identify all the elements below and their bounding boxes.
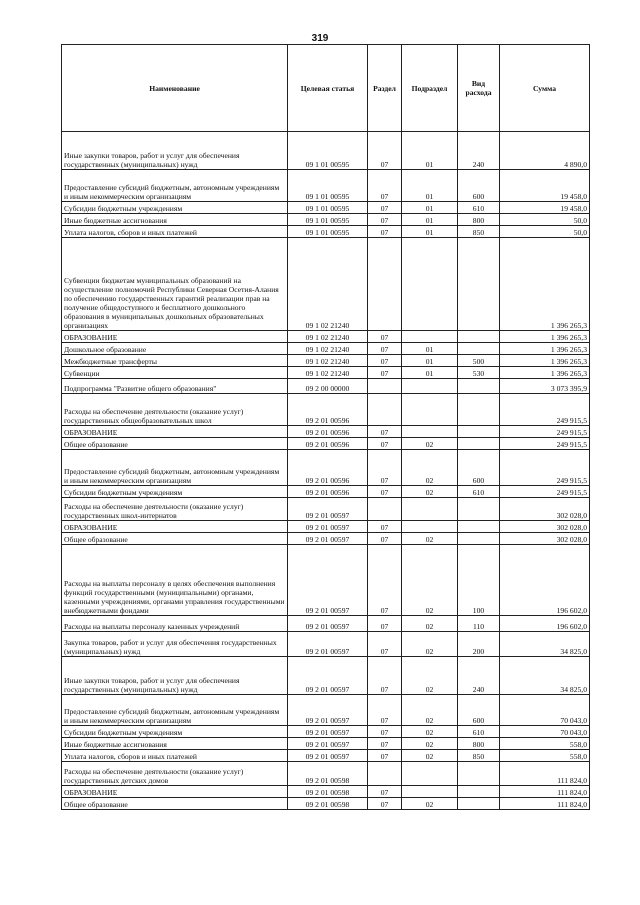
row-name: Расходы на выплаты персоналу в целях обеспечения выполнения функций государственными (муниципальными) органами, казенными учреждениями, органами управления государственными внебюджетными фондами [62,545,288,616]
row-name: Субсидии бюджетным учреждениям [62,726,288,738]
row-target: 09 1 02 21240 [288,238,368,331]
row-amount: 3 073 395,9 [500,379,590,394]
row-name: Предоставление субсидий бюджетным, автономным учреждениям и иным некоммерческим организациям [62,450,288,486]
row-amount: 249 915,5 [500,450,590,486]
header-subsection: Подраздел [402,45,458,132]
row-section: 07 [368,214,402,226]
row-section: 07 [368,521,402,533]
row-amount: 34 825,0 [500,632,590,657]
row-subsection: 02 [402,545,458,616]
row-target: 09 2 01 00597 [288,695,368,726]
row-section [368,238,402,331]
row-target: 09 2 00 00000 [288,379,368,394]
row-target: 09 2 01 00597 [288,738,368,750]
row-name: ОБРАЗОВАНИЕ [62,521,288,533]
row-target: 09 2 01 00597 [288,657,368,695]
row-name: Уплата налогов, сборов и иных платежей [62,750,288,762]
row-amount: 1 396 265,3 [500,343,590,355]
row-section: 07 [368,367,402,379]
row-subsection: 02 [402,750,458,762]
row-amount: 19 458,0 [500,170,590,202]
row-subsection: 01 [402,355,458,367]
table-row [62,798,590,810]
row-subsection [402,379,458,394]
row-exp-type: 800 [458,214,500,226]
row-exp-type: 100 [458,545,500,616]
row-target: 09 2 01 00596 [288,486,368,498]
row-amount: 1 396 265,3 [500,367,590,379]
row-target: 09 2 01 00596 [288,394,368,426]
row-target: 09 2 01 00597 [288,616,368,632]
row-amount: 558,0 [500,738,590,750]
row-name: Уплата налогов, сборов и иных платежей [62,226,288,238]
row-subsection: 01 [402,214,458,226]
row-subsection [402,786,458,798]
row-name: Иные бюджетные ассигнования [62,214,288,226]
row-amount: 1 396 265,3 [500,355,590,367]
table-row [62,394,590,426]
row-exp-type [458,238,500,331]
row-exp-type [458,426,500,438]
row-name: ОБРАЗОВАНИЕ [62,426,288,438]
row-amount: 70 043,0 [500,726,590,738]
row-target: 09 2 01 00598 [288,762,368,786]
row-name: Расходы на обеспечение деятельности (оказание услуг) государственных школ-интернатов [62,498,288,521]
row-exp-type: 850 [458,750,500,762]
table-row [62,438,590,450]
row-exp-type: 240 [458,132,500,170]
row-target: 09 1 01 00595 [288,226,368,238]
row-amount: 50,0 [500,214,590,226]
row-target: 09 1 01 00595 [288,214,368,226]
row-subsection: 02 [402,738,458,750]
row-subsection: 02 [402,486,458,498]
row-subsection: 02 [402,533,458,545]
row-exp-type [458,343,500,355]
row-subsection [402,762,458,786]
row-name: Субвенции бюджетам муниципальных образований на осуществление полномочий Республики Северная Осетия-Алания по обеспечению государственных гарантий реализации прав на получение общедоступного и бесплатного дошкольного образования в муниципальных дошкольных образовательных организациях [62,238,288,331]
budget-table [61,44,590,810]
row-amount: 111 824,0 [500,798,590,810]
row-exp-type: 850 [458,226,500,238]
row-exp-type: 600 [458,695,500,726]
table-row [62,521,590,533]
row-section: 07 [368,450,402,486]
row-name: Предоставление субсидий бюджетным, автономным учреждениям и иным некоммерческим организациям [62,695,288,726]
row-amount: 249 915,5 [500,394,590,426]
row-name: Расходы на обеспечение деятельности (оказание услуг) государственных общеобразовательных школ [62,394,288,426]
row-section: 07 [368,343,402,355]
row-amount: 249 915,5 [500,486,590,498]
row-amount: 249 915,5 [500,426,590,438]
header-target: Целевая статья [288,45,368,132]
row-target: 09 1 01 00595 [288,170,368,202]
row-exp-type [458,798,500,810]
row-section: 07 [368,657,402,695]
row-subsection [402,331,458,343]
row-exp-type: 600 [458,170,500,202]
row-name: ОБРАЗОВАНИЕ [62,786,288,798]
row-amount: 302 028,0 [500,498,590,521]
row-subsection: 01 [402,226,458,238]
row-exp-type [458,438,500,450]
row-name: Субсидии бюджетным учреждениям [62,486,288,498]
row-section: 07 [368,355,402,367]
row-exp-type: 110 [458,616,500,632]
row-target: 09 2 01 00597 [288,750,368,762]
table-row [62,632,590,657]
row-name: Иные закупки товаров, работ и услуг для обеспечения государственных (муниципальных) нужд [62,657,288,695]
table-row [62,498,590,521]
row-subsection: 01 [402,367,458,379]
table-row [62,786,590,798]
table-row [62,762,590,786]
row-section: 07 [368,533,402,545]
row-section: 07 [368,426,402,438]
row-subsection: 01 [402,202,458,214]
row-target: 09 2 01 00596 [288,450,368,486]
row-amount: 558,0 [500,750,590,762]
row-exp-type: 610 [458,726,500,738]
row-section: 07 [368,786,402,798]
table-row [62,202,590,214]
row-exp-type: 240 [458,657,500,695]
table-body [62,132,590,810]
row-subsection: 02 [402,695,458,726]
table-row [62,331,590,343]
row-section: 07 [368,170,402,202]
row-name: Общее образование [62,798,288,810]
row-amount: 70 043,0 [500,695,590,726]
row-target: 09 1 02 21240 [288,367,368,379]
row-target: 09 2 01 00597 [288,545,368,616]
row-exp-type [458,379,500,394]
row-section: 07 [368,486,402,498]
row-exp-type [458,331,500,343]
row-subsection: 02 [402,632,458,657]
row-section: 07 [368,695,402,726]
row-target: 09 2 01 00596 [288,426,368,438]
row-exp-type: 600 [458,450,500,486]
header-exp-type: Вид расхода [458,45,500,132]
row-name: Иные закупки товаров, работ и услуг для обеспечения государственных (муниципальных) нужд [62,132,288,170]
row-section: 07 [368,726,402,738]
row-target: 09 2 01 00597 [288,533,368,545]
table-row [62,450,590,486]
row-section: 07 [368,632,402,657]
row-amount: 4 890,0 [500,132,590,170]
row-name: Дошкольное образование [62,343,288,355]
row-target: 09 2 01 00597 [288,498,368,521]
row-exp-type [458,521,500,533]
table-row [62,379,590,394]
row-name: Межбюджетные трансферты [62,355,288,367]
row-section: 07 [368,798,402,810]
row-subsection [402,426,458,438]
table-row [62,750,590,762]
row-exp-type: 530 [458,367,500,379]
header-section: Раздел [368,45,402,132]
table-row [62,132,590,170]
row-exp-type: 610 [458,486,500,498]
table-row [62,170,590,202]
row-name: Закупка товаров, работ и услуг для обеспечения государственных (муниципальных) нужд [62,632,288,657]
row-exp-type [458,786,500,798]
row-subsection: 01 [402,343,458,355]
table-row [62,355,590,367]
row-subsection: 02 [402,657,458,695]
row-target: 09 2 01 00596 [288,438,368,450]
table-row [62,533,590,545]
header-amount: Сумма [500,45,590,132]
row-section [368,498,402,521]
row-target: 09 1 02 21240 [288,343,368,355]
row-exp-type: 610 [458,202,500,214]
row-target: 09 2 01 00597 [288,632,368,657]
row-section: 07 [368,438,402,450]
row-name: Субвенции [62,367,288,379]
row-amount: 34 825,0 [500,657,590,695]
row-exp-type: 800 [458,738,500,750]
row-target: 09 1 01 00595 [288,132,368,170]
row-exp-type: 200 [458,632,500,657]
row-section: 07 [368,738,402,750]
row-exp-type: 500 [458,355,500,367]
row-section: 07 [368,616,402,632]
table-row [62,238,590,331]
header-name: Наименование [62,45,288,132]
row-amount: 50,0 [500,226,590,238]
row-target: 09 1 02 21240 [288,331,368,343]
row-amount: 111 824,0 [500,786,590,798]
row-section: 07 [368,132,402,170]
row-exp-type [458,498,500,521]
row-name: Иные бюджетные ассигнования [62,738,288,750]
table-row [62,226,590,238]
table-row [62,545,590,616]
row-name: Подпрограмма "Развитие общего образования" [62,379,288,394]
row-target: 09 2 01 00597 [288,726,368,738]
table-header-row [62,45,590,132]
row-section: 07 [368,226,402,238]
row-target: 09 1 02 21240 [288,355,368,367]
row-section [368,762,402,786]
row-name: Предоставление субсидий бюджетным, автономным учреждениям и иным некоммерческим организациям [62,170,288,202]
table-row [62,726,590,738]
row-amount: 1 396 265,3 [500,238,590,331]
row-section: 07 [368,331,402,343]
row-name: Расходы на выплаты персоналу казенных учреждений [62,616,288,632]
page-number: 319 [311,33,329,44]
row-amount: 302 028,0 [500,533,590,545]
row-amount: 19 458,0 [500,202,590,214]
row-amount: 196 602,0 [500,616,590,632]
row-subsection [402,521,458,533]
row-subsection: 02 [402,726,458,738]
row-target: 09 2 01 00598 [288,798,368,810]
row-name: Общее образование [62,438,288,450]
table-row [62,657,590,695]
row-subsection: 01 [402,132,458,170]
row-target: 09 1 01 00595 [288,202,368,214]
row-exp-type [458,394,500,426]
row-subsection: 02 [402,450,458,486]
row-section [368,379,402,394]
row-section: 07 [368,750,402,762]
row-subsection: 02 [402,438,458,450]
row-target: 09 2 01 00598 [288,786,368,798]
row-amount: 111 824,0 [500,762,590,786]
row-amount: 249 915,5 [500,438,590,450]
row-amount: 302 028,0 [500,521,590,533]
row-name: ОБРАЗОВАНИЕ [62,331,288,343]
row-subsection: 02 [402,798,458,810]
row-subsection: 02 [402,616,458,632]
row-section [368,394,402,426]
table-row [62,616,590,632]
row-name: Общее образование [62,533,288,545]
row-target: 09 2 01 00597 [288,521,368,533]
table-row [62,214,590,226]
row-subsection [402,498,458,521]
row-name: Субсидии бюджетным учреждениям [62,202,288,214]
row-amount: 196 602,0 [500,545,590,616]
row-amount: 1 396 265,3 [500,331,590,343]
table-row [62,738,590,750]
row-subsection [402,238,458,331]
table-row [62,343,590,355]
row-subsection [402,394,458,426]
row-section: 07 [368,545,402,616]
row-exp-type [458,533,500,545]
row-name: Расходы на обеспечение деятельности (оказание услуг) государственных детских домов [62,762,288,786]
table-row [62,486,590,498]
row-section: 07 [368,202,402,214]
table-row [62,426,590,438]
row-exp-type [458,762,500,786]
row-subsection: 01 [402,170,458,202]
table-row [62,695,590,726]
table-row [62,367,590,379]
